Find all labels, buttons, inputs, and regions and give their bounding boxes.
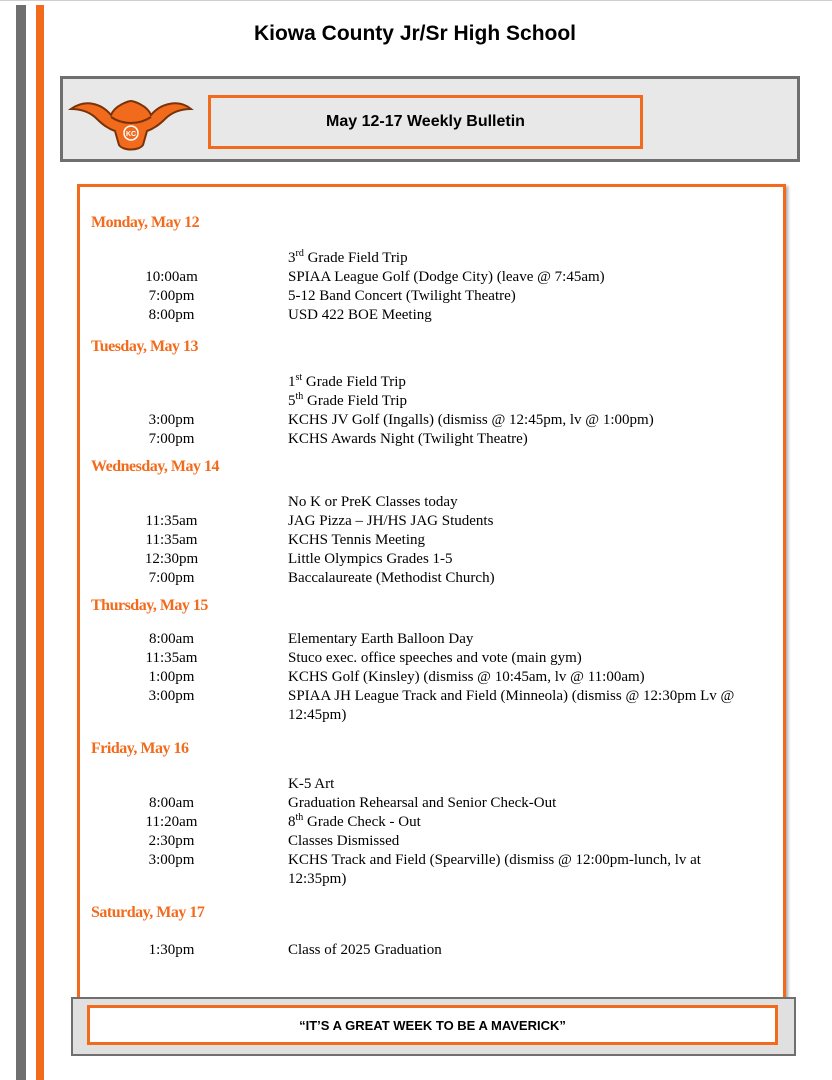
- day-heading: Wednesday, May 14: [91, 458, 219, 475]
- event-list: [80, 941, 783, 960]
- event-text: KCHS JV Golf (Ingalls) (dismiss @ 12:45pm, lv @ 1:00pm): [288, 412, 654, 428]
- event-row: [80, 306, 783, 325]
- event-description: [262, 411, 758, 430]
- event-description: [262, 794, 758, 813]
- event-time: 8:00am: [149, 795, 194, 811]
- ordinal-suffix: th: [295, 391, 304, 402]
- top-rule: [0, 0, 832, 1]
- event-description: [262, 775, 758, 794]
- event-row: [80, 569, 783, 588]
- ordinal-suffix: rd: [295, 248, 304, 259]
- event-list: [80, 775, 783, 889]
- event-text: KCHS Awards Night (Twilight Theatre): [288, 431, 528, 447]
- ordinal-number: 1: [288, 374, 296, 390]
- day-heading: Monday, May 12: [91, 214, 200, 231]
- event-time: 8:00pm: [148, 307, 195, 323]
- event-row: [80, 941, 783, 960]
- event-row: [80, 430, 783, 449]
- event-text: Classes Dismissed: [288, 833, 400, 849]
- event-text: USD 422 BOE Meeting: [288, 307, 432, 323]
- event-text: Class of 2025 Graduation: [288, 942, 442, 958]
- event-description: [262, 306, 758, 325]
- logo-initials: KC: [125, 131, 137, 138]
- event-description: [262, 392, 758, 411]
- event-description: [262, 569, 758, 588]
- event-description: [262, 630, 758, 649]
- event-time: [80, 392, 262, 411]
- event-time: 3:00pm: [148, 852, 195, 868]
- event-text: Baccalaureate (Methodist Church): [288, 570, 495, 586]
- event-time: 2:30pm: [148, 833, 195, 849]
- event-row: [80, 373, 783, 392]
- event-row: [80, 775, 783, 794]
- event-row: [80, 411, 783, 430]
- event-description: [262, 550, 758, 569]
- maverick-bull-logo-icon: [67, 87, 195, 157]
- event-row: [80, 794, 783, 813]
- event-text: Graduation Rehearsal and Senior Check-Out: [288, 795, 557, 811]
- ordinal-suffix: st: [295, 372, 303, 383]
- event-description: [262, 687, 758, 725]
- event-row: [80, 687, 783, 725]
- event-time: [80, 249, 262, 268]
- event-description: [262, 512, 758, 531]
- event-row: [80, 287, 783, 306]
- event-row: [80, 630, 783, 649]
- event-text: K-5 Art: [288, 776, 335, 792]
- event-row: [80, 268, 783, 287]
- event-time: 7:00pm: [148, 288, 195, 304]
- event-description: [262, 249, 758, 268]
- day-heading: Saturday, May 17: [91, 904, 205, 921]
- event-row: [80, 851, 783, 889]
- event-time: [80, 493, 262, 512]
- event-description: [262, 373, 758, 392]
- event-list: [80, 493, 783, 588]
- day-heading: Tuesday, May 13: [91, 338, 199, 355]
- event-time: 7:00pm: [148, 431, 195, 447]
- event-text: Grade Field Trip: [302, 374, 406, 390]
- event-row: [80, 512, 783, 531]
- header-banner: [60, 76, 800, 162]
- event-description: [262, 430, 758, 449]
- event-list: [80, 249, 783, 325]
- event-description: [262, 668, 758, 687]
- event-description: [262, 531, 758, 550]
- day-heading: Friday, May 16: [91, 740, 189, 757]
- event-time: 11:35am: [145, 532, 198, 548]
- left-orange-stripe: [36, 5, 44, 1080]
- event-time: 8:00am: [149, 631, 194, 647]
- event-row: [80, 668, 783, 687]
- event-description: [262, 832, 758, 851]
- event-list: [80, 630, 783, 725]
- ordinal-number: 8: [288, 814, 296, 830]
- ordinal-suffix: th: [295, 812, 304, 823]
- event-description: [262, 493, 758, 512]
- event-description: [262, 941, 758, 960]
- event-time: 3:00pm: [148, 688, 195, 704]
- event-time: [80, 775, 262, 794]
- event-text: SPIAA League Golf (Dodge City) (leave @ 7:45am): [288, 269, 605, 285]
- event-row: [80, 550, 783, 569]
- event-description: [262, 813, 758, 832]
- bulletin-title: May 12-17 Weekly Bulletin: [208, 95, 643, 149]
- school-title: Kiowa County Jr/Sr High School: [253, 22, 577, 45]
- event-row: [80, 249, 783, 268]
- event-row: [80, 493, 783, 512]
- event-description: [262, 851, 758, 889]
- event-list: [80, 373, 783, 449]
- event-time: 3:00pm: [148, 412, 195, 428]
- event-time: 11:35am: [145, 513, 198, 529]
- event-text: KCHS Track and Field (Spearville) (dismiss @ 12:00pm-lunch, lv at 12:35pm): [288, 852, 701, 887]
- event-text: KCHS Tennis Meeting: [288, 532, 426, 548]
- event-row: [80, 531, 783, 550]
- event-text: Grade Field Trip: [303, 250, 408, 266]
- schedule-panel: [77, 184, 786, 1004]
- event-text: Grade Field Trip: [303, 393, 408, 409]
- event-row: [80, 832, 783, 851]
- event-text: Stuco exec. office speeches and vote (main gym): [288, 650, 582, 666]
- event-text: JAG Pizza – JH/HS JAG Students: [288, 513, 494, 529]
- event-time: [80, 373, 262, 392]
- event-time: 1:30pm: [148, 942, 195, 958]
- event-text: No K or PreK Classes today: [288, 494, 458, 510]
- event-text: SPIAA JH League Track and Field (Minneola) (dismiss @ 12:30pm Lv @ 12:45pm): [288, 688, 735, 723]
- event-text: Elementary Earth Balloon Day: [288, 631, 474, 647]
- left-gray-stripe: [16, 5, 26, 1080]
- event-time: 12:30pm: [144, 551, 199, 567]
- event-time: 10:00am: [145, 269, 198, 285]
- event-text: KCHS Golf (Kinsley) (dismiss @ 10:45am, lv @ 11:00am): [288, 669, 645, 685]
- footer-slogan: “IT’S A GREAT WEEK TO BE A MAVERICK”: [87, 1005, 778, 1045]
- ordinal-number: 3: [288, 250, 296, 266]
- event-description: [262, 268, 758, 287]
- event-row: [80, 392, 783, 411]
- event-row: [80, 813, 783, 832]
- event-time: 11:20am: [145, 814, 198, 830]
- event-description: [262, 649, 758, 668]
- event-time: 1:00pm: [148, 669, 195, 685]
- day-heading: Thursday, May 15: [91, 597, 208, 614]
- event-text: Little Olympics Grades 1-5: [288, 551, 453, 567]
- event-row: [80, 649, 783, 668]
- event-text: Grade Check - Out: [303, 814, 421, 830]
- event-text: 5-12 Band Concert (Twilight Theatre): [288, 288, 516, 304]
- event-time: 7:00pm: [148, 570, 195, 586]
- event-time: 11:35am: [145, 650, 198, 666]
- ordinal-number: 5: [288, 393, 296, 409]
- event-description: [262, 287, 758, 306]
